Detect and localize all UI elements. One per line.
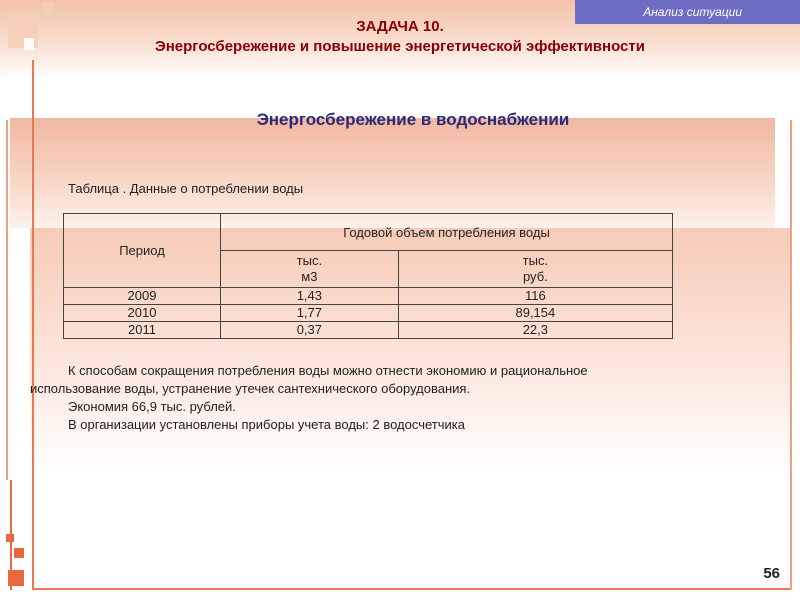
unit-cost-header: [398, 251, 672, 288]
cell-volume: 0,37: [221, 322, 399, 339]
unit-volume-line2: м3: [301, 269, 318, 284]
cell-period: 2009: [64, 288, 221, 305]
table-caption: Таблица . Данные о потреблении воды: [68, 181, 304, 196]
unit-volume-line1: тыс.: [296, 253, 323, 268]
table-row: [64, 322, 673, 339]
decor-panel-top: [10, 118, 775, 228]
table-row: [64, 288, 673, 305]
decor-square: [14, 548, 24, 558]
paragraph-savings: Экономия 66,9 тыс. рублей.: [68, 399, 236, 414]
cell-cost: 22,3: [398, 322, 672, 339]
unit-cost-line2: руб.: [522, 269, 548, 284]
cell-period: 2011: [64, 322, 221, 339]
task-title: ЗАДАЧА 10.: [356, 18, 444, 35]
header-divider: [10, 76, 800, 78]
table-row: [64, 305, 673, 322]
section-badge-label: Анализ ситуации: [643, 5, 742, 19]
period-header: Период: [64, 214, 221, 288]
decor-line: [790, 120, 792, 590]
annual-volume-header: Годовой объем потребления воды: [221, 214, 673, 251]
cell-cost: 116: [398, 288, 672, 305]
decor-square: [42, 2, 54, 16]
table-header-row: [64, 214, 673, 251]
cell-volume: 1,43: [221, 288, 399, 305]
section-title: Энергосбережение в водоснабжении: [256, 110, 570, 129]
cell-period: 2010: [64, 305, 221, 322]
water-consumption-table: [63, 213, 673, 339]
task-subtitle: Энергосбережение и повышение энергетической эффективности: [155, 38, 645, 55]
decor-line: [32, 588, 792, 590]
decor-square: [6, 534, 14, 542]
unit-cost-line1: тыс.: [522, 253, 549, 268]
page-number: 56: [763, 565, 780, 582]
cell-volume: 1,77: [221, 305, 399, 322]
decor-line: [6, 120, 8, 480]
decor-line: [32, 60, 34, 590]
unit-volume-header: [221, 251, 399, 288]
paragraph-methods-cont: использование воды, устранение утечек сантехнического оборудования.: [30, 381, 471, 396]
paragraph-meters: В организации установлены приборы учета воды: 2 водосчетчика: [68, 417, 465, 432]
cell-cost: 89,154: [398, 305, 672, 322]
paragraph-methods: К способам сокращения потребления воды можно отнести экономию и рациональное: [68, 363, 588, 378]
decor-square: [8, 570, 24, 586]
